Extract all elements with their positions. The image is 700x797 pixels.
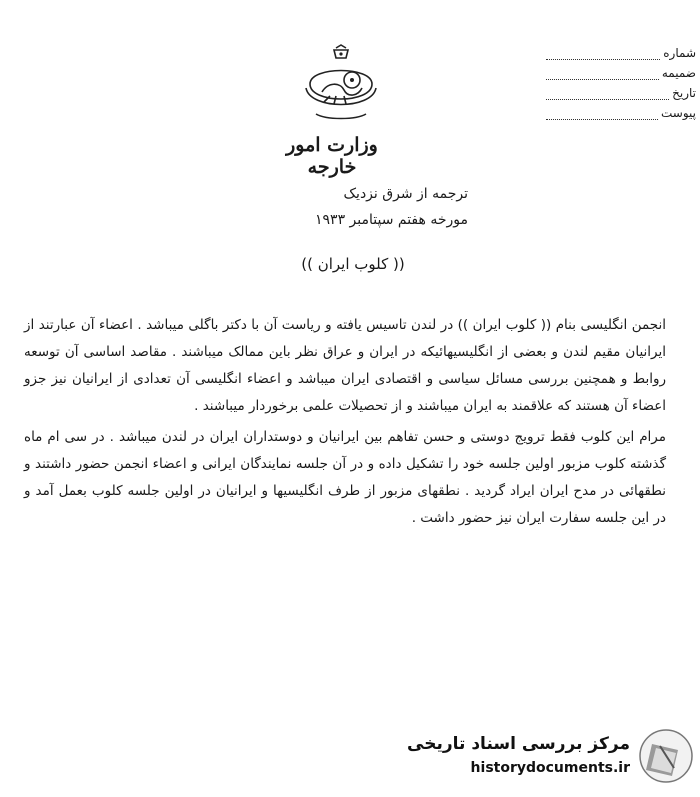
field-label: شماره xyxy=(663,46,696,60)
field-date xyxy=(546,80,696,100)
field-label: تاریخ xyxy=(672,86,696,100)
ministry-name: وزارت امور خارجه xyxy=(286,134,378,178)
field-attachment xyxy=(546,60,696,80)
document-body xyxy=(24,312,666,532)
field-dotted-line xyxy=(546,107,658,120)
field-enclosure xyxy=(546,100,696,120)
lion-and-sun-emblem-icon xyxy=(300,44,382,126)
history-documents-logo-icon xyxy=(638,728,694,784)
translation-source: ترجمه از شرق نزدیک xyxy=(343,186,468,202)
translation-date: مورخه هفتم سپتامبر ۱۹۳۳ xyxy=(315,212,468,228)
field-dotted-line xyxy=(546,87,669,100)
document-title: (( کلوب ایران )) xyxy=(301,255,405,273)
field-number xyxy=(546,40,696,60)
watermark-url: historydocuments.ir xyxy=(470,760,630,776)
watermark xyxy=(407,722,694,792)
field-label: پیوست xyxy=(661,106,696,120)
body-paragraph: انجمن انگلیسی بنام (( کلوب ایران )) در لندن تاسیس یافته و ریاست آن با دکتر باگلی میباشد . اعضاء آن عبارتند از ایرانیان مقیم لندن و بعضی از انگلیسیهائیکه در ایران و عراق نظر باین ممالک میباشند . مقاصد اساسی آن توسعه روابط و همچنین بررسی مسائل سیاسی و اقتصادی ایران میباشد و اعضاء انگلیسی آن تعدادی از ایرانیان نیز جزو اعضاء آن هستند که علاقمند به ایران میباشند و از تحصیلات علمی برخوردار میباشند . xyxy=(24,317,666,414)
field-label: ضمیمه xyxy=(661,66,696,80)
field-dotted-line xyxy=(546,67,659,80)
header-fields xyxy=(546,40,696,120)
body-paragraph: مرام این کلوب فقط ترویج دوستی و حسن تفاهم بین ایرانیان و دوستداران ایران در لندن میباشد . در سی ام ماه گذشته کلوب مزبور اولین جلسه خود را تشکیل داده و در آن جلسه نمایندگان ایرانی و اعضاء انجمن حضور داشتند و نطقهائی در مدح ایران ایراد گردید . نطقهای مزبور از طرف انگلیسیها و ایرانیان در اولین جلسه کلوب بعمل آمد و در این جلسه سفارت ایران نیز حضور داشت . xyxy=(24,429,666,526)
translation-header xyxy=(315,186,468,238)
watermark-title: مرکز بررسی اسناد تاریخی xyxy=(407,734,630,754)
field-dotted-line xyxy=(546,47,660,60)
